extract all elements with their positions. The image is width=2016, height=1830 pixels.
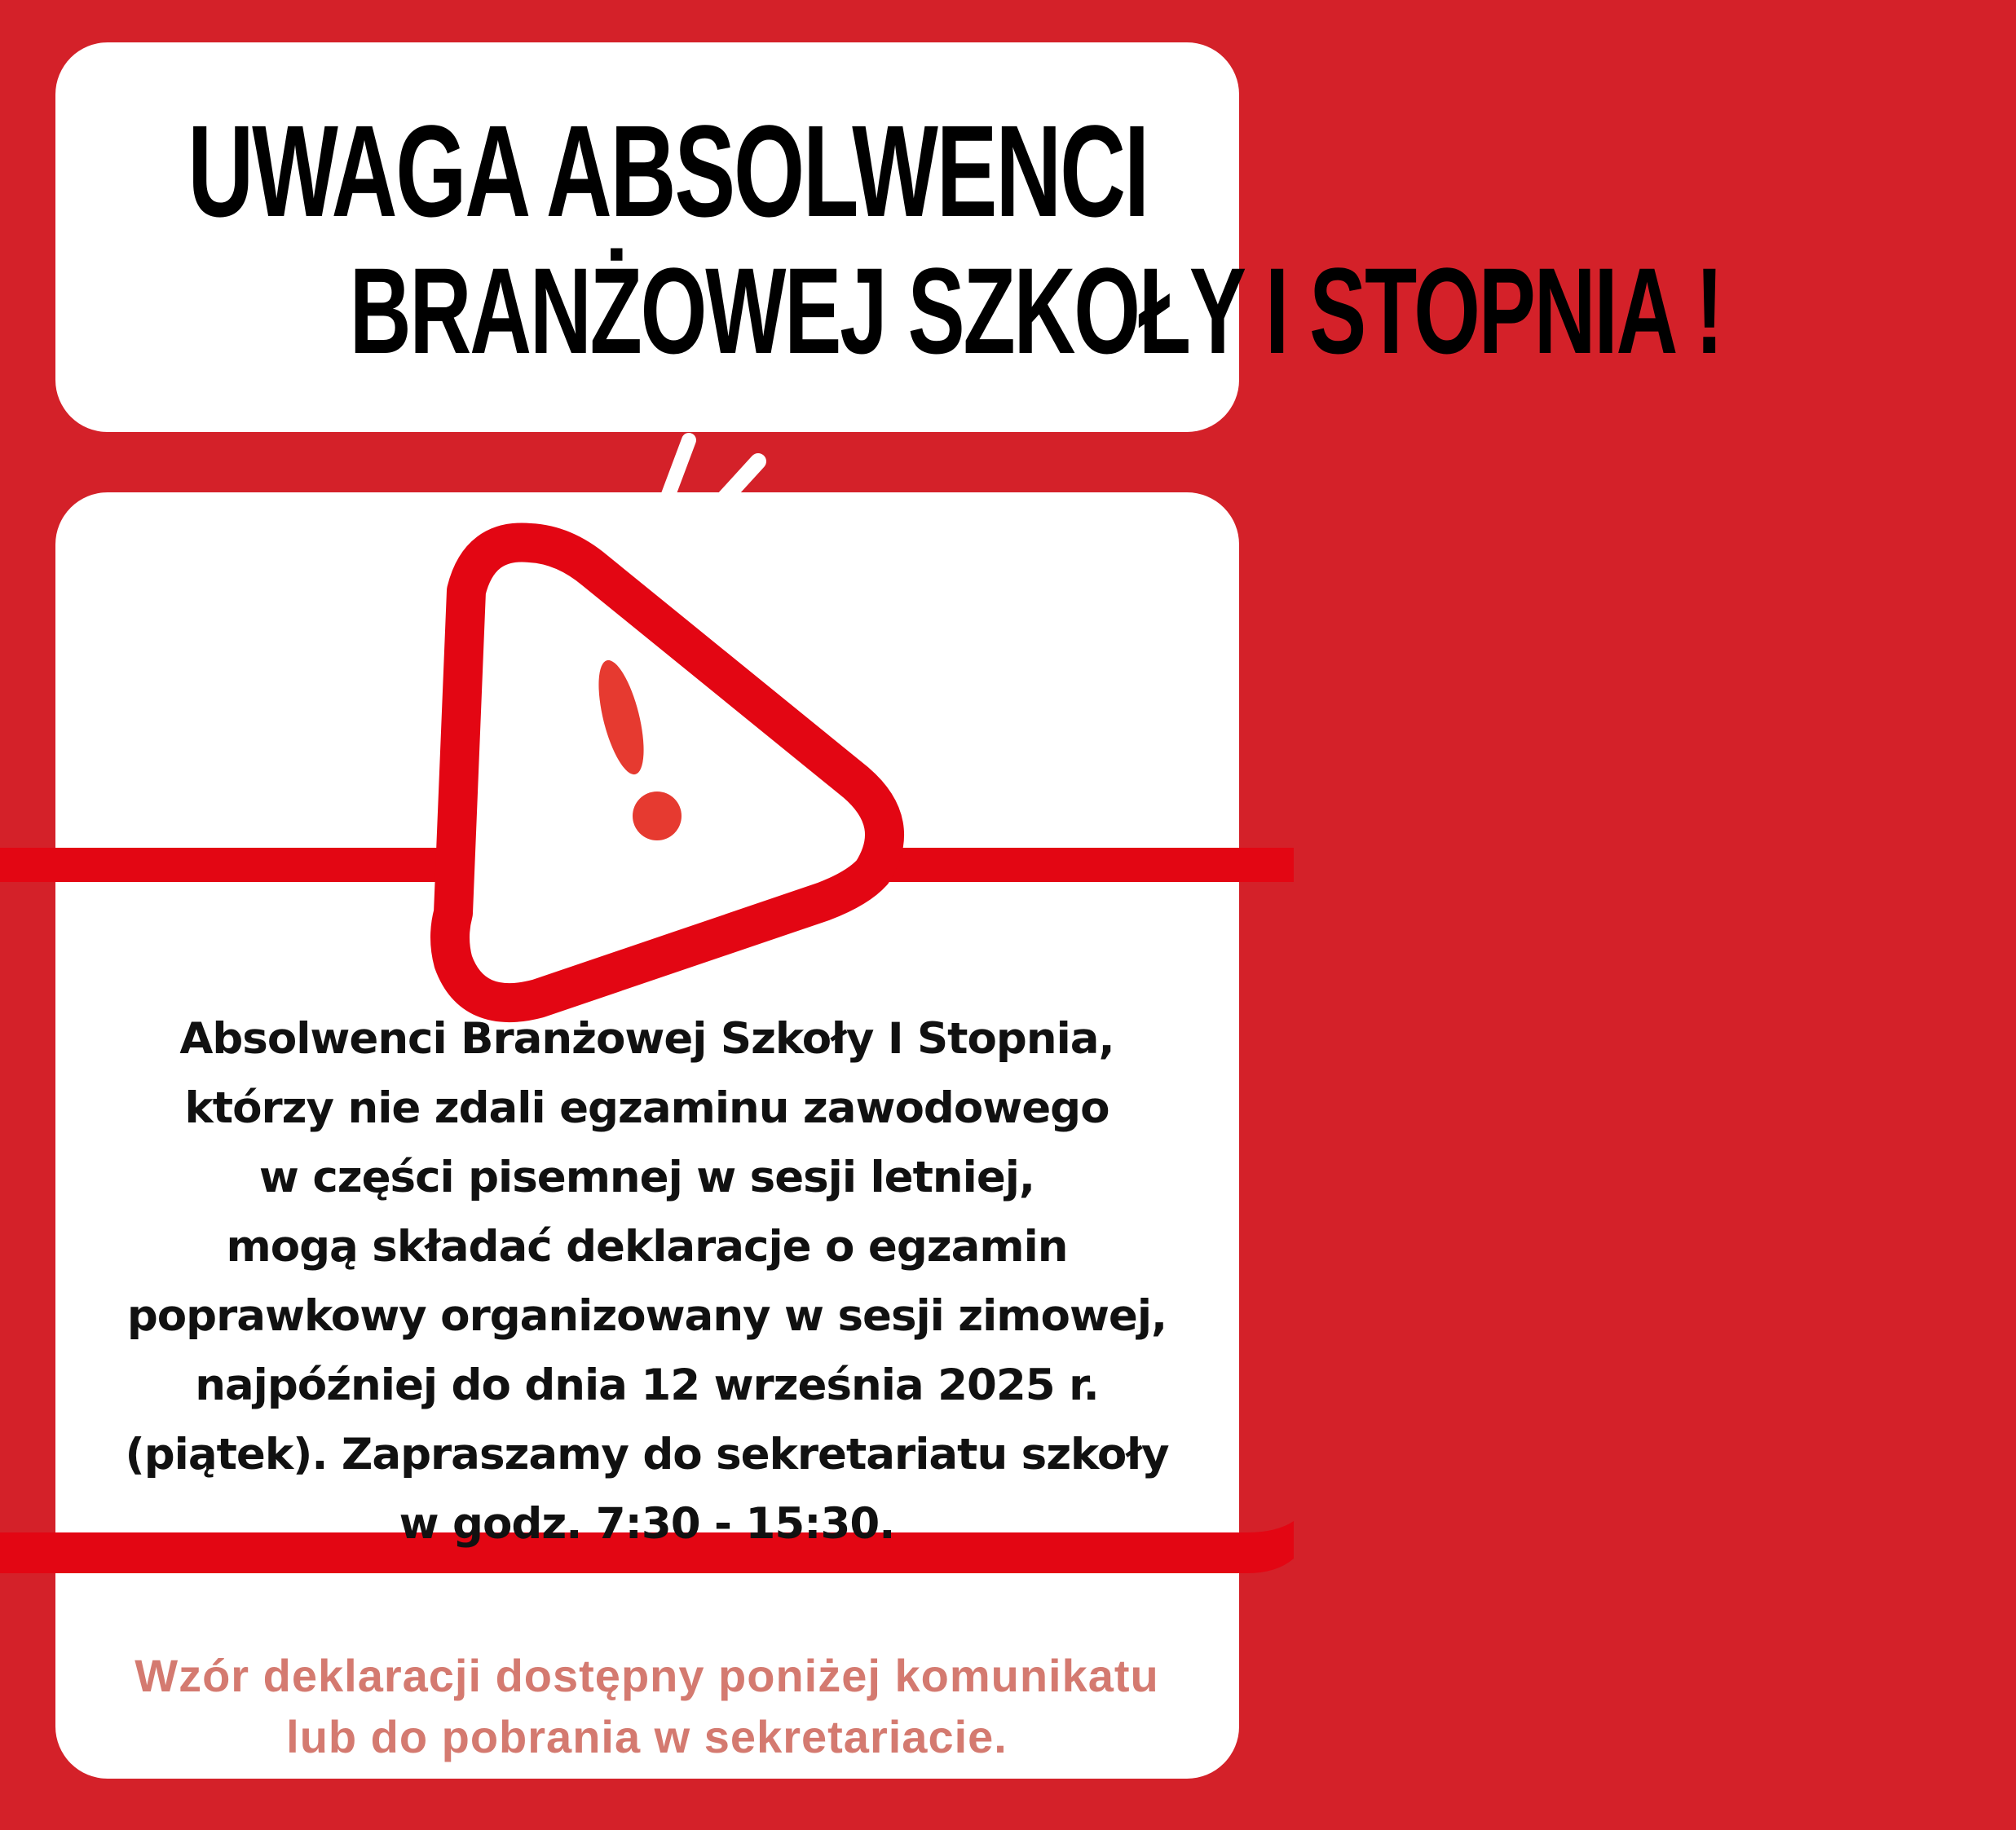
announcement-line: poprawkowy organizowany w sesji zimowej,	[126, 1291, 1167, 1341]
footer-line: Wzór deklaracji dostępny poniżej komunikatu	[135, 1650, 1159, 1701]
announcement-line: najpóźniej do dnia 12 września 2025 r.	[195, 1360, 1099, 1410]
announcement-line: w godz. 7:30 - 15:30.	[399, 1499, 895, 1549]
title-line-2: BRANŻOWEJ SZKOŁY I STOPNIA !	[349, 242, 1723, 379]
title-line-1: UWAGA ABSOLWENCI	[187, 98, 1148, 244]
announcement-text	[33, 1004, 1261, 1559]
announcement-line: którzy nie zdali egzaminu zawodowego	[184, 1083, 1109, 1133]
footer-note	[33, 1645, 1261, 1767]
announcement-line: (piątek). Zapraszamy do sekretariatu szkoły	[125, 1430, 1169, 1479]
announcement-line: Absolwenci Branżowej Szkoły I Stopnia,	[179, 1014, 1114, 1064]
announcement-line: w części pisemnej w sesji letniej,	[258, 1153, 1035, 1202]
footer-line: lub do pobrania w sekretariacie.	[286, 1711, 1008, 1762]
announcement-line: mogą składać deklaracje o egzamin	[226, 1222, 1068, 1272]
connector-lines	[667, 440, 758, 499]
